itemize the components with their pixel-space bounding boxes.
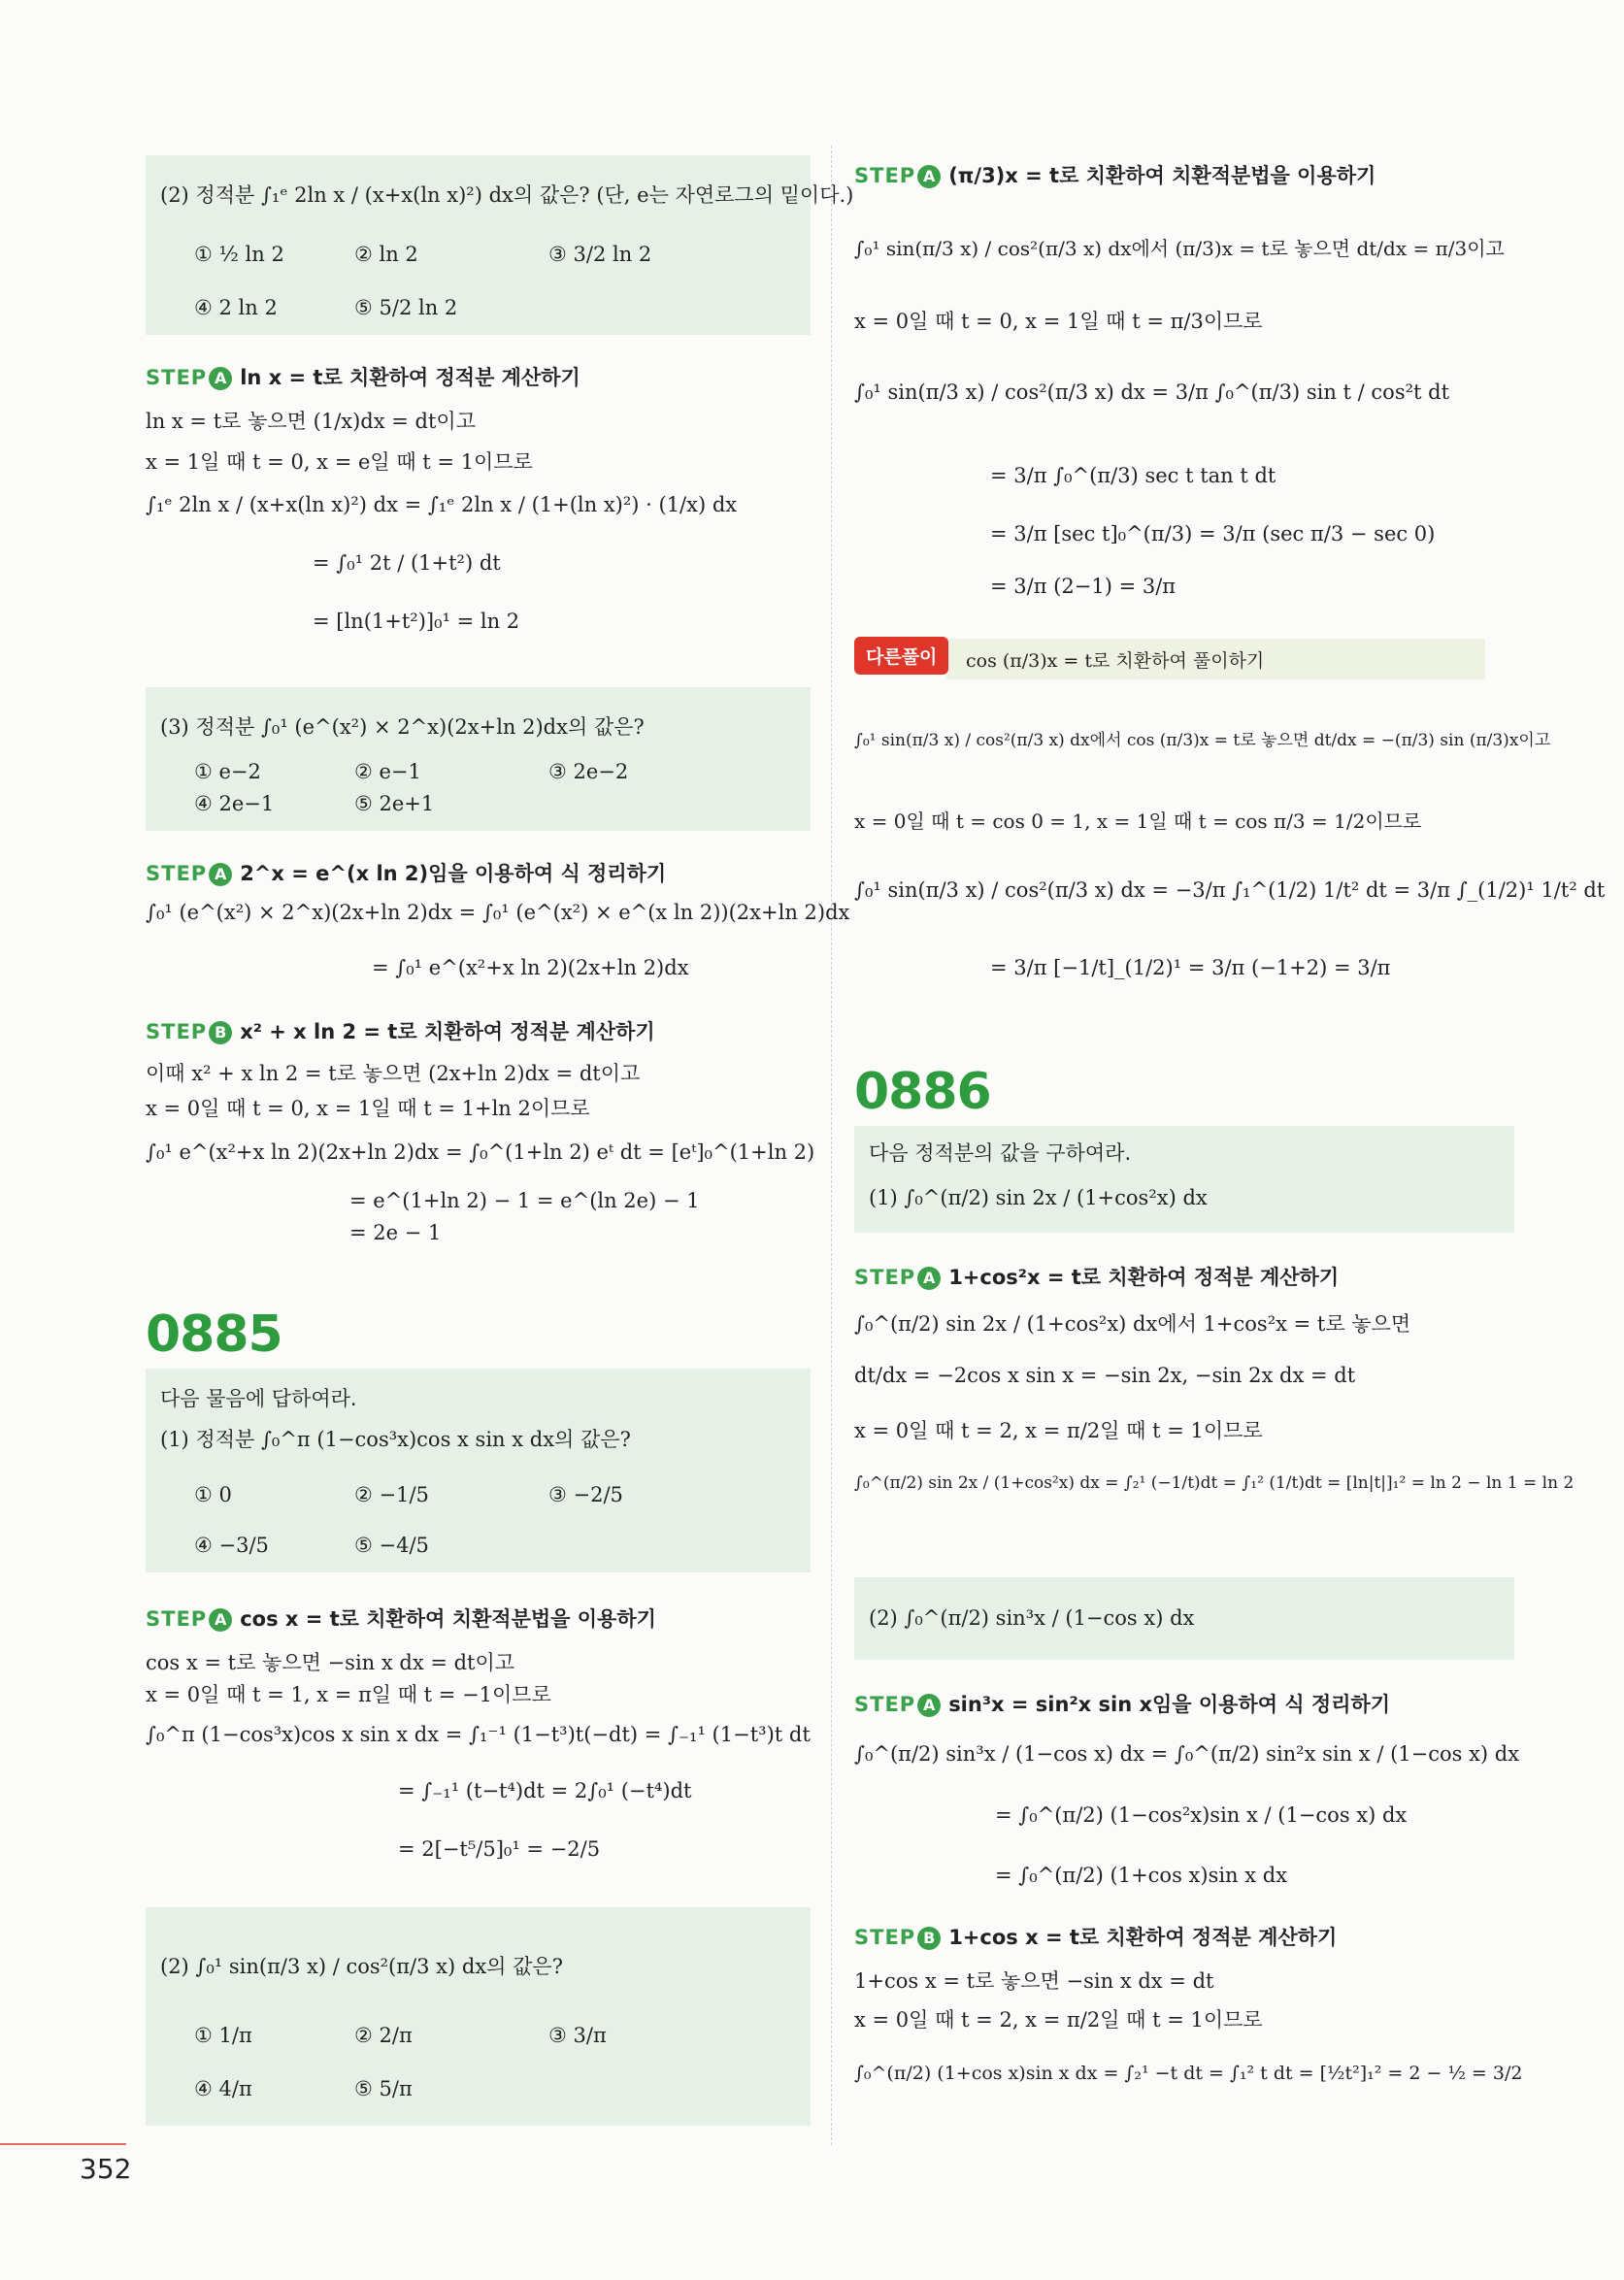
solution-line: dt/dx = −2cos x sin x = −sin 2x, −sin 2x dx = dt	[854, 1364, 1356, 1387]
solution-line: ln x = t로 놓으면 (1/x)dx = dt이고	[146, 410, 476, 433]
choice: ① ½ ln 2	[194, 243, 284, 266]
step-a-icon: A	[917, 1267, 941, 1290]
solution-line: = ∫₀¹ e^(x²+x ln 2)(2x+ln 2)dx	[372, 956, 689, 979]
solution-line: x = 0일 때 t = 1, x = π일 때 t = −1이므로	[146, 1683, 551, 1706]
step-a-heading: STEP A ln x = t로 치환하여 정적분 계산하기	[146, 366, 580, 389]
step-a-heading: STEP A 2^x = e^(x ln 2)임을 이용하여 식 정리하기	[146, 862, 667, 885]
solution-line: ∫₀¹ sin(π/3 x) / cos²(π/3 x) dx = −3/π ∫₁^(1/2) 1/t² dt = 3/π ∫_(1/2)¹ 1/t² dt	[854, 878, 1606, 902]
solution-line: ∫₀^(π/2) sin 2x / (1+cos²x) dx에서 1+cos²x = t로 놓으면	[854, 1312, 1411, 1336]
solution-line: ∫₀^π (1−cos³x)cos x sin x dx = ∫₁⁻¹ (1−t³)t(−dt) = ∫₋₁¹ (1−t³)t dt	[146, 1723, 811, 1746]
solution-line: ∫₀¹ e^(x²+x ln 2)(2x+ln 2)dx = ∫₀^(1+ln 2) eᵗ dt = [eᵗ]₀^(1+ln 2)	[146, 1140, 815, 1164]
step-b-heading: STEP B 1+cos x = t로 치환하여 정적분 계산하기	[854, 1926, 1338, 1949]
question-text: (2) ∫₀¹ sin(π/3 x) / cos²(π/3 x) dx의 값은?	[160, 1955, 563, 1978]
solution-line: ∫₀¹ (e^(x²) × 2^x)(2x+ln 2)dx = ∫₀¹ (e^(x²) × e^(x ln 2))(2x+ln 2)dx	[146, 901, 850, 924]
solution-line: = ∫₀^(π/2) (1+cos x)sin x dx	[995, 1864, 1288, 1887]
step-b-icon: B	[917, 1927, 941, 1950]
page-number: 352	[80, 2153, 132, 2185]
solution-line: ∫₀¹ sin(π/3 x) / cos²(π/3 x) dx에서 cos (π/3)x = t로 놓으면 dt/dx = −(π/3) sin (π/3)x이고	[854, 731, 1551, 750]
step-a-heading: STEP A cos x = t로 치환하여 치환적분법을 이용하기	[146, 1607, 656, 1631]
choice: ④ 2 ln 2	[194, 296, 278, 319]
alt-solution-badge: 다른풀이	[854, 637, 948, 675]
solution-line: x = 0일 때 t = 2, x = π/2일 때 t = 1이므로	[854, 2008, 1263, 2032]
solution-line: 1+cos x = t로 놓으면 −sin x dx = dt	[854, 1969, 1214, 1993]
problem-number: 0885	[146, 1305, 282, 1364]
solution-line: = 3/π [−1/t]_(1/2)¹ = 3/π (−1+2) = 3/π	[990, 956, 1391, 979]
step-a-heading: STEP A (π/3)x = t로 치환하여 치환적분법을 이용하기	[854, 164, 1376, 187]
step-a-heading: STEP A 1+cos²x = t로 치환하여 정적분 계산하기	[854, 1266, 1340, 1289]
choice: ② ln 2	[354, 243, 418, 266]
solution-line: = 2e − 1	[349, 1221, 442, 1244]
choice: ③ 3/2 ln 2	[548, 243, 652, 266]
solution-line: x = 0일 때 t = 2, x = π/2일 때 t = 1이므로	[854, 1419, 1263, 1442]
step-a-icon: A	[209, 367, 232, 390]
step-b-icon: B	[209, 1021, 232, 1044]
step-a-icon: A	[917, 1694, 941, 1717]
question-text: (1) ∫₀^(π/2) sin 2x / (1+cos²x) dx	[869, 1186, 1208, 1209]
solution-line: = e^(1+ln 2) − 1 = e^(ln 2e) − 1	[349, 1189, 700, 1212]
question-text: (2) ∫₀^(π/2) sin³x / (1−cos x) dx	[869, 1606, 1195, 1630]
solution-line: = ∫₋₁¹ (t−t⁴)dt = 2∫₀¹ (−t⁴)dt	[398, 1779, 692, 1802]
solution-line: = ∫₀¹ 2t / (1+t²) dt	[313, 551, 501, 575]
choice: ④ −3/5	[194, 1534, 269, 1557]
solution-line: x = 1일 때 t = 0, x = e일 때 t = 1이므로	[146, 450, 533, 474]
choice: ② e−1	[354, 760, 421, 783]
solution-line: = [ln(1+t²)]₀¹ = ln 2	[313, 610, 520, 633]
solution-line: = 3/π (2−1) = 3/π	[990, 575, 1177, 598]
step-a-icon: A	[209, 1608, 232, 1632]
choice: ② 2/π	[354, 2024, 413, 2047]
question-text: (1) 정적분 ∫₀^π (1−cos³x)cos x sin x dx의 값은?	[160, 1428, 631, 1451]
solution-line: ∫₀^(π/2) (1+cos x)sin x dx = ∫₂¹ −t dt = ∫₁² t dt = [½t²]₁² = 2 − ½ = 3/2	[854, 2063, 1523, 2084]
choice: ⑤ 5/π	[354, 2077, 413, 2100]
column-divider	[831, 146, 832, 2145]
question-intro: 다음 정적분의 값을 구하여라.	[869, 1141, 1132, 1165]
problem-number: 0886	[854, 1063, 991, 1121]
solution-line: x = 0일 때 t = cos 0 = 1, x = 1일 때 t = cos π/3 = 1/2이므로	[854, 810, 1422, 833]
solution-line: ∫₀¹ sin(π/3 x) / cos²(π/3 x) dx에서 (π/3)x = t로 놓으면 dt/dx = π/3이고	[854, 237, 1505, 260]
solution-line: 이때 x² + x ln 2 = t로 놓으면 (2x+ln 2)dx = dt이고	[146, 1062, 641, 1085]
question-text: (2) 정적분 ∫₁ᵉ 2ln x / (x+x(ln x)²) dx의 값은? (단, e는 자연로그의 밑이다.)	[160, 183, 854, 207]
choice: ① 0	[194, 1483, 232, 1506]
solution-line: ∫₀¹ sin(π/3 x) / cos²(π/3 x) dx = 3/π ∫₀^(π/3) sin t / cos²t dt	[854, 380, 1450, 404]
solution-line: = 3/π [sec t]₀^(π/3) = 3/π (sec π/3 − sec 0)	[990, 522, 1436, 545]
choice: ① e−2	[194, 760, 261, 783]
choice: ⑤ 2e+1	[354, 792, 435, 815]
step-b-heading: STEP B x² + x ln 2 = t로 치환하여 정적분 계산하기	[146, 1020, 655, 1043]
choice: ③ 2e−2	[548, 760, 629, 783]
solution-line: x = 0일 때 t = 0, x = 1일 때 t = π/3이므로	[854, 310, 1263, 333]
solution-line: ∫₀^(π/2) sin³x / (1−cos x) dx = ∫₀^(π/2) sin²x sin x / (1−cos x) dx	[854, 1742, 1520, 1766]
question-intro: 다음 물음에 답하여라.	[160, 1387, 357, 1410]
solution-line: = ∫₀^(π/2) (1−cos²x)sin x / (1−cos x) dx	[995, 1803, 1408, 1827]
choice: ② −1/5	[354, 1483, 429, 1506]
step-a-icon: A	[917, 165, 941, 188]
choice: ③ −2/5	[548, 1483, 623, 1506]
choice: ⑤ −4/5	[354, 1534, 429, 1557]
choice: ④ 2e−1	[194, 792, 275, 815]
alt-solution-title: cos (π/3)x = t로 치환하여 풀이하기	[966, 650, 1265, 672]
solution-line: ∫₁ᵉ 2ln x / (x+x(ln x)²) dx = ∫₁ᵉ 2ln x / (1+(ln x)²) · (1/x) dx	[146, 493, 738, 516]
solution-line: = 2[−t⁵/5]₀¹ = −2/5	[398, 1837, 601, 1861]
solution-line: = 3/π ∫₀^(π/3) sec t tan t dt	[990, 464, 1276, 487]
choice: ③ 3/π	[548, 2024, 607, 2047]
step-a-heading: STEP A sin³x = sin²x sin x임을 이용하여 식 정리하기	[854, 1693, 1391, 1716]
question-text: (3) 정적분 ∫₀¹ (e^(x²) × 2^x)(2x+ln 2)dx의 값은?	[160, 715, 645, 739]
choice: ① 1/π	[194, 2024, 252, 2047]
solution-line: cos x = t로 놓으면 −sin x dx = dt이고	[146, 1651, 515, 1674]
choice: ⑤ 5/2 ln 2	[354, 296, 458, 319]
choice: ④ 4/π	[194, 2077, 252, 2100]
solution-line: x = 0일 때 t = 0, x = 1일 때 t = 1+ln 2이므로	[146, 1097, 590, 1120]
footer-rule	[0, 2143, 126, 2145]
solution-line: ∫₀^(π/2) sin 2x / (1+cos²x) dx = ∫₂¹ (−1/t)dt = ∫₁² (1/t)dt = [ln|t|]₁² = ln 2 − ln 1 = ln 2	[854, 1473, 1574, 1493]
step-a-icon: A	[209, 863, 232, 886]
